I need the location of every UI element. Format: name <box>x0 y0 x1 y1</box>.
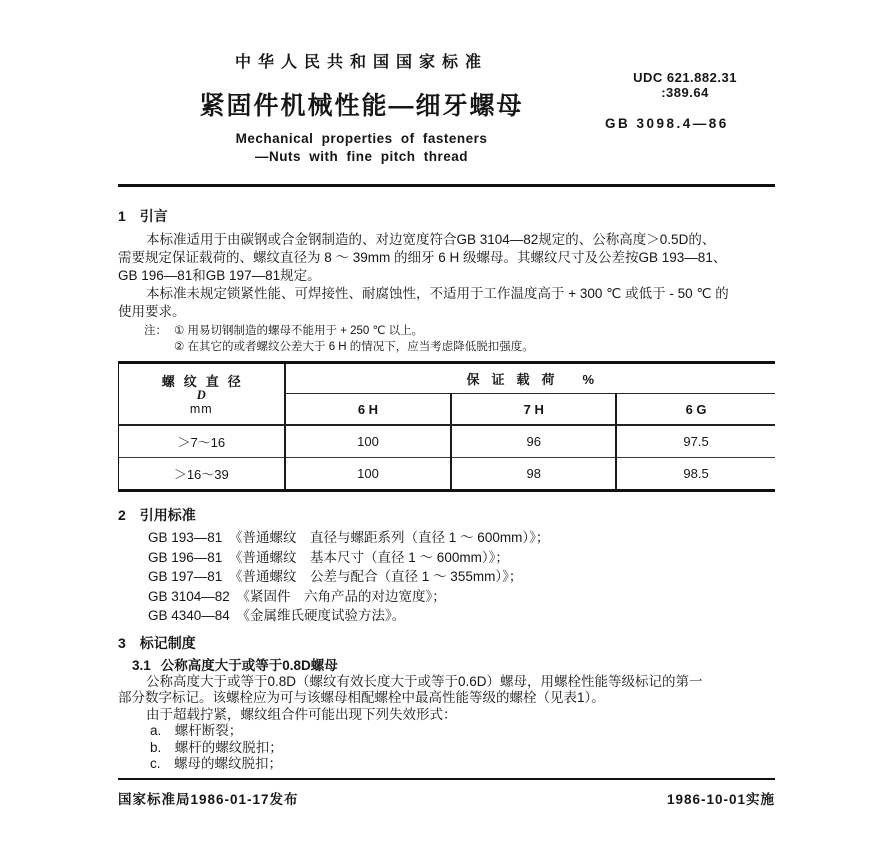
footer-effective-date: 1986-10-01实施 <box>666 791 775 807</box>
section-1-title: 引言 <box>139 208 168 224</box>
table-subheader-6g: 6 G <box>616 394 775 426</box>
table-cell-6h: 100 <box>285 458 452 491</box>
udc-number-line2: :389.64 <box>661 85 709 100</box>
section-3-1-subheading <box>132 657 775 674</box>
table-cell-7h: 98 <box>451 458 616 491</box>
footer-issued-by: 国家标准局1986-01-17发布 <box>118 791 299 807</box>
udc-number-line1: UDC 621.882.31 <box>633 70 737 85</box>
reference-item: GB 4340—84 《金属维氏硬度试验方法》。 <box>148 608 406 623</box>
note-label: 注： <box>144 325 167 337</box>
note-item-2: ② 在其它的或者螺纹公差大于 6 H 的情况下，应当考虑降低脱扣强度。 <box>174 340 534 353</box>
table-cell-range: ＞7～16 <box>119 425 285 458</box>
paragraph-line: 部分数字标记。该螺栓应为可与该螺母相配螺栓中最高性能等级的螺栓（见表1）。 <box>118 690 605 705</box>
proof-load-table <box>118 361 775 492</box>
paragraph-line: 本标准适用于由碳钢或合金钢制造的、对边宽度符合GB 3104—82规定的、公称高度＞0.5D的、 <box>146 232 716 247</box>
table-cell-6h: 100 <box>285 425 452 458</box>
paragraph-line: 使用要求。 <box>118 304 186 319</box>
reference-item: GB 196—81 《普通螺纹 基本尺寸（直径 1 ～ 600mm）》； <box>148 549 509 565</box>
table-cell-range: ＞16～39 <box>119 458 285 491</box>
paragraph-line: 本标准未规定锁紧性能、可焊接性、耐腐蚀性，不适用于工作温度高于 + 300 ℃ 或低于 - 50 ℃ 的 <box>146 286 729 301</box>
paragraph-line: 由于超载拧紧，螺纹组合件可能出现下列失效形式： <box>146 706 457 722</box>
thread-diameter-label: 螺纹直径 <box>161 373 250 389</box>
thread-diameter-unit: mm <box>189 401 213 416</box>
section-2-heading <box>118 506 775 524</box>
intro-paragraph-1 <box>118 231 775 321</box>
notes-block <box>144 324 775 355</box>
paragraph-line: GB 196—81和GB 197—81规定。 <box>118 268 321 283</box>
standard-number: GB 3098.4—86 <box>605 116 729 131</box>
paragraph-line: 需要规定保证载荷的、螺纹直径为 8 ～ 39mm 的细牙 6 H 级螺母。其螺纹尺寸及公差按GB 193—81、 <box>118 250 727 265</box>
failure-mode-item: c. 螺母的螺纹脱扣； <box>150 756 283 771</box>
table-subheader-6h: 6 H <box>285 394 452 426</box>
table-header-proof-load <box>285 363 775 394</box>
standard-document-page <box>118 0 775 808</box>
document-title-en-line1: Mechanical properties of fasteners <box>235 131 488 146</box>
reference-item: GB 3104—82 《紧固件 六角产品的对边宽度》； <box>148 588 446 604</box>
section-2-title: 引用标准 <box>139 507 196 523</box>
header-divider-rule <box>118 184 775 187</box>
failure-mode-item: a. 螺杆断裂； <box>150 723 243 738</box>
table-header-thread-diameter <box>119 363 285 426</box>
reference-item: GB 197—81 《普通螺纹 公差与配合（直径 1 ～ 355mm）》； <box>148 569 523 584</box>
footer <box>118 788 775 808</box>
section-3-number: 3 <box>118 634 126 651</box>
document-title-en-line2: —Nuts with fine pitch thread <box>254 149 468 164</box>
footer-divider-rule <box>118 778 775 780</box>
header-title-block <box>118 52 605 166</box>
proof-load-unit: % <box>582 372 595 387</box>
proof-load-label: 保证载荷 <box>466 372 567 387</box>
section-3-1-number: 3.1 <box>132 657 151 673</box>
note-item-1 <box>144 324 775 340</box>
table-subheader-7h: 7 H <box>451 394 616 426</box>
note-text: ① 用易切钢制造的螺母不能用于 + 250 ℃ 以上。 <box>174 325 424 337</box>
udc-number <box>605 70 765 100</box>
section-2-number: 2 <box>118 507 126 523</box>
table-cell-7h: 96 <box>451 425 616 458</box>
paragraph-line: 公称高度大于或等于0.8D（螺纹有效长度大于或等于0.6D）螺母，用螺栓性能等级标记的第一 <box>146 673 703 689</box>
table-row <box>119 458 776 491</box>
national-standard-label: 中华人民共和国国家标准 <box>234 54 488 71</box>
document-title-zh: 紧固件机械性能—细牙螺母 <box>199 92 524 120</box>
header-reference-block <box>605 52 775 166</box>
section-3-title: 标记制度 <box>139 634 196 651</box>
thread-diameter-symbol: D <box>196 387 206 402</box>
section-1-heading <box>118 207 775 225</box>
table-cell-6g: 97.5 <box>616 425 775 458</box>
section-1-number: 1 <box>118 208 126 224</box>
table-row <box>119 425 776 458</box>
reference-item: GB 193—81 《普通螺纹 直径与螺距系列（直径 1 ～ 600mm）》； <box>148 530 550 545</box>
section-3-1-title: 公称高度大于或等于0.8D螺母 <box>160 657 338 673</box>
section-3-heading <box>118 634 775 652</box>
document-title-en <box>118 130 605 166</box>
table-cell-6g: 98.5 <box>683 466 709 481</box>
failure-mode-item: b. 螺杆的螺纹脱扣； <box>150 739 283 755</box>
standard-header <box>118 52 775 166</box>
referenced-standards-list <box>118 528 775 626</box>
